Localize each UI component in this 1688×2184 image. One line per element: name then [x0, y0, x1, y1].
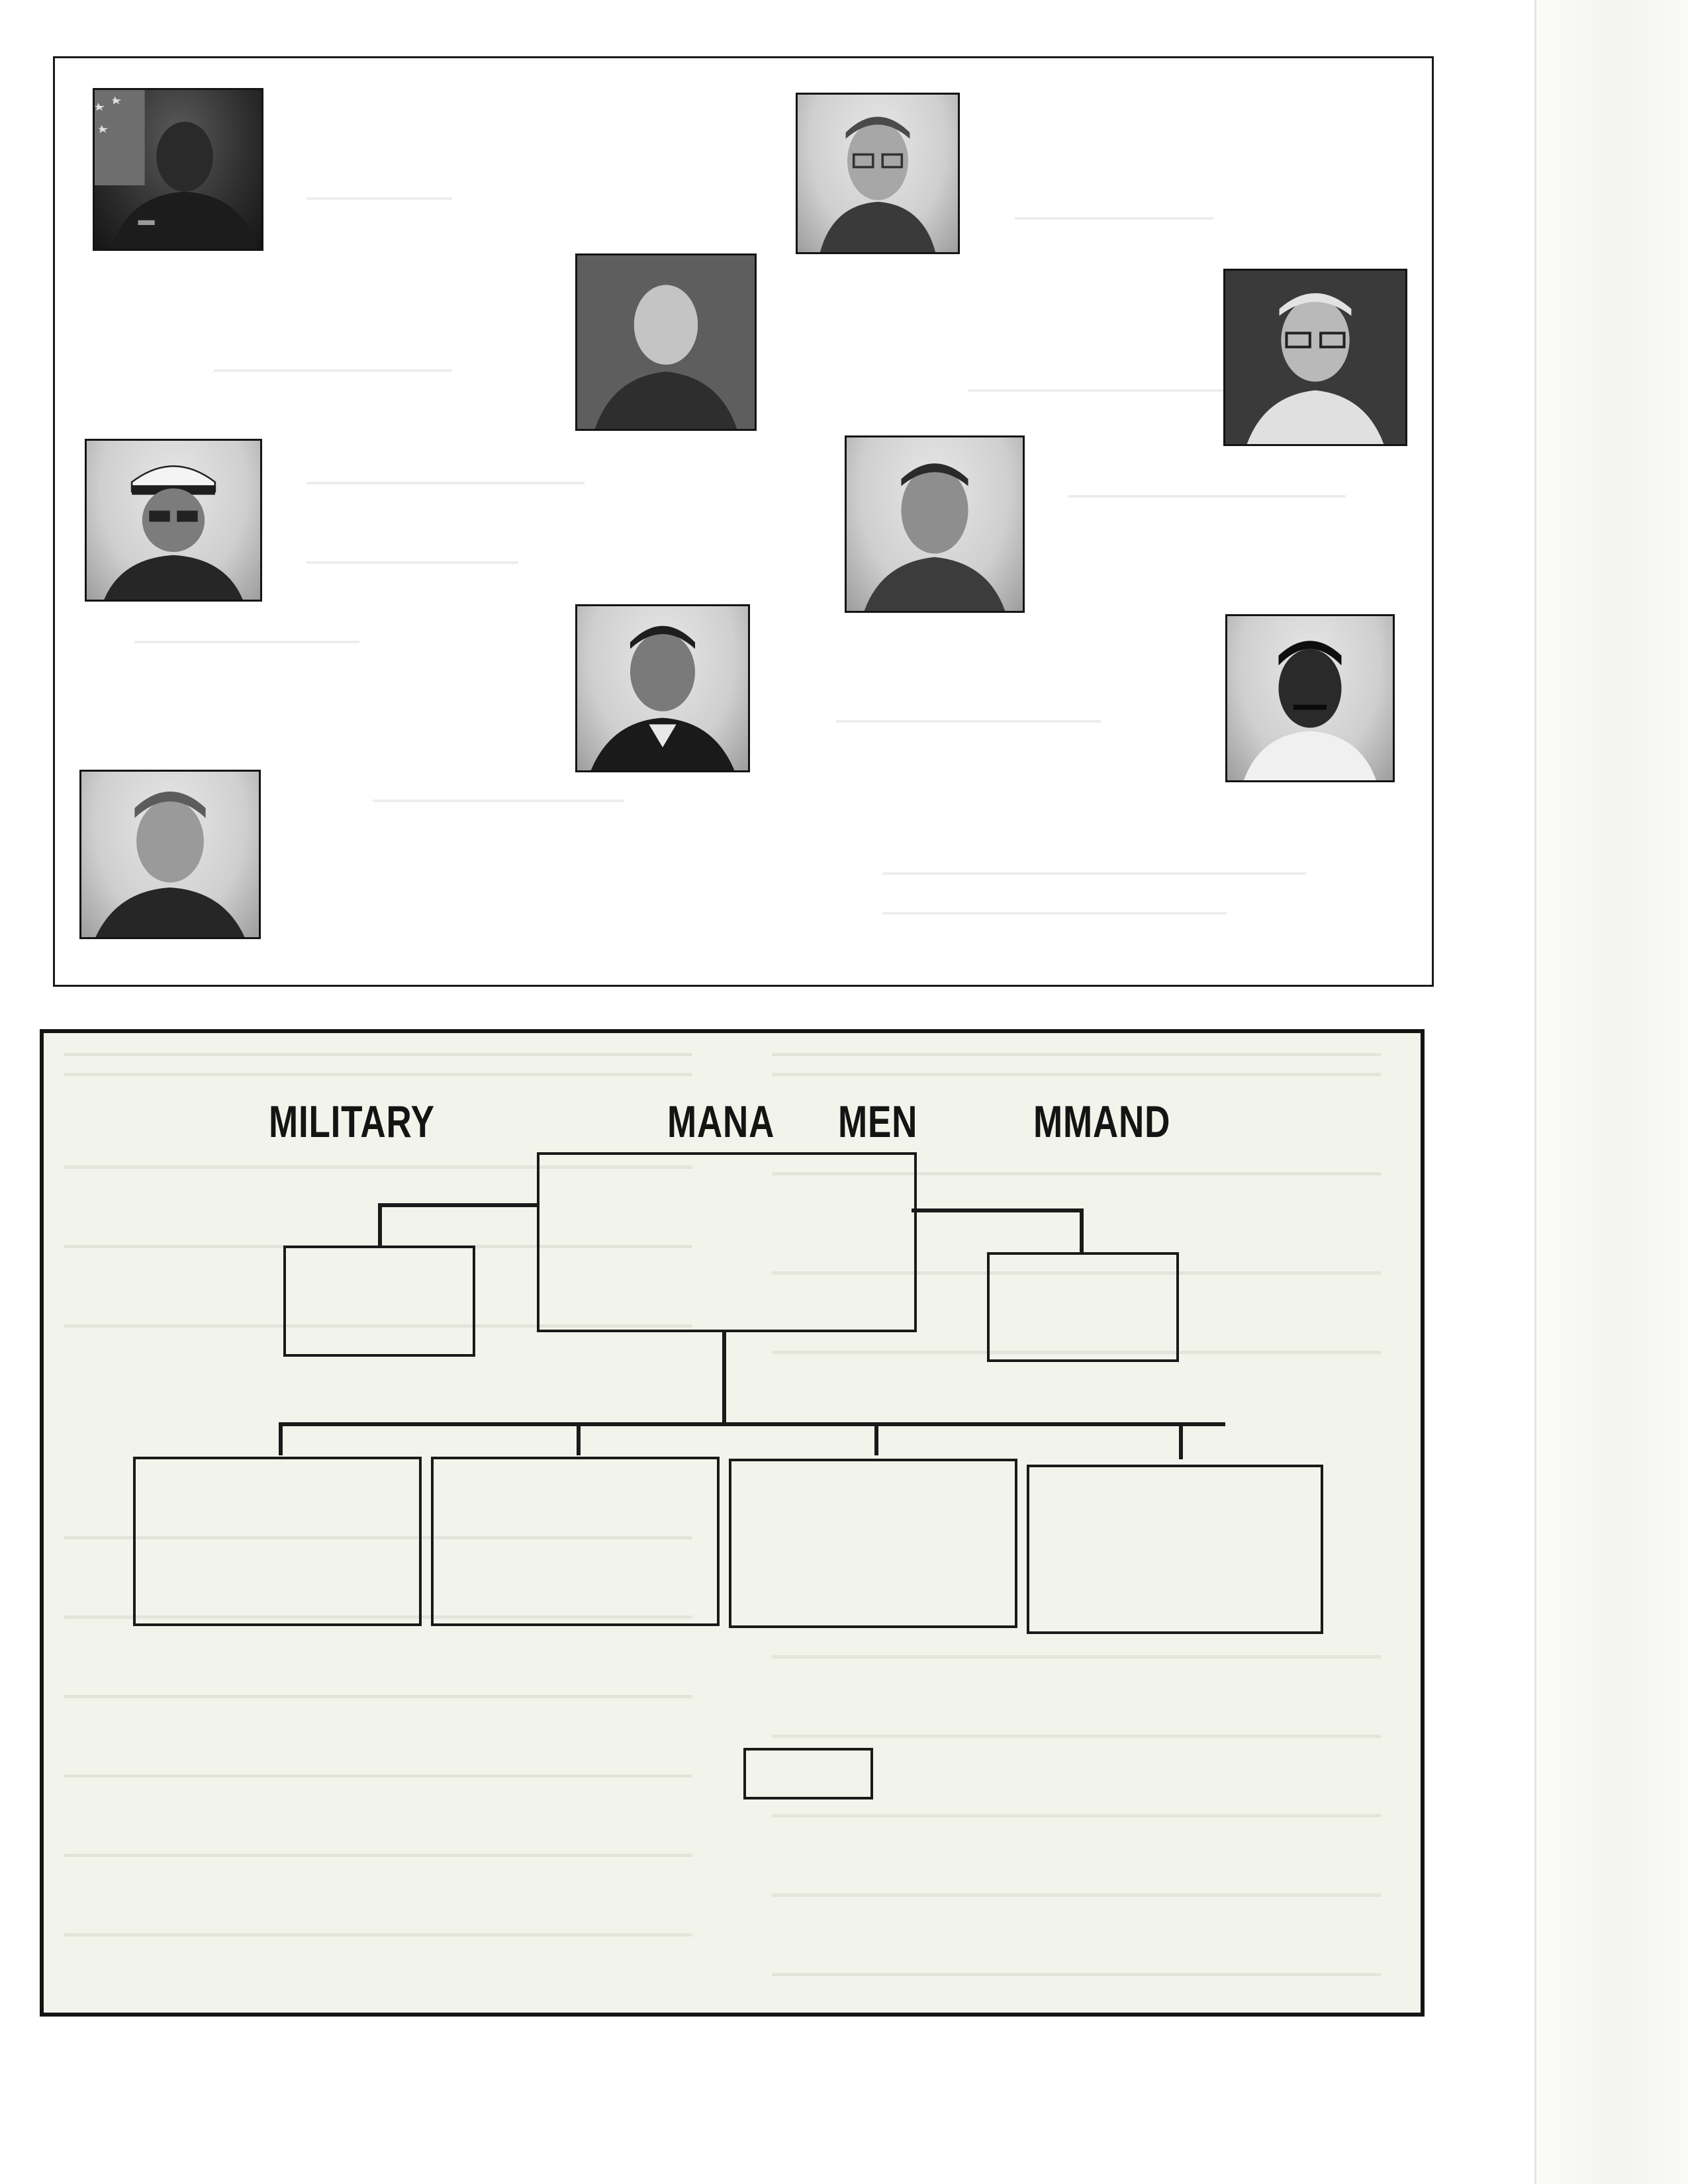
- ghost-line: [968, 389, 1246, 392]
- org-connector: [577, 1422, 581, 1455]
- ghost-line: [64, 1774, 692, 1778]
- org-box-bottom-1: [133, 1457, 422, 1626]
- ghost-line: [772, 1735, 1381, 1738]
- org-box-commander: [537, 1152, 917, 1332]
- ghost-line: [306, 561, 518, 564]
- org-connector: [378, 1203, 382, 1248]
- org-title-word-1: MILITARY: [269, 1097, 435, 1147]
- portrait-2-icon: [796, 93, 960, 254]
- ghost-line: [64, 1933, 692, 1936]
- ghost-line: [772, 1814, 1381, 1817]
- org-connector: [912, 1208, 1084, 1212]
- ghost-line: [306, 197, 452, 200]
- ghost-line: [1068, 495, 1346, 498]
- ghost-line: [772, 1973, 1381, 1976]
- portrait-panel: [53, 56, 1434, 987]
- ghost-line: [836, 720, 1101, 723]
- org-connector: [279, 1422, 1225, 1426]
- ghost-line: [772, 1655, 1381, 1659]
- page-edge: [1536, 0, 1688, 2184]
- portrait-5-icon: [85, 439, 262, 602]
- ghost-line: [134, 641, 359, 643]
- org-chart-panel: [40, 1029, 1425, 2017]
- ghost-line: [772, 1073, 1381, 1076]
- org-title-word-3: MEN: [838, 1097, 918, 1147]
- org-connector: [1179, 1422, 1183, 1459]
- ghost-line: [882, 912, 1227, 915]
- portrait-9-icon: [79, 770, 261, 939]
- ghost-line: [1015, 217, 1213, 220]
- org-box-bottom-4: [1027, 1465, 1323, 1634]
- ghost-line: [882, 872, 1306, 875]
- org-box-left-staff: [283, 1246, 475, 1357]
- portrait-6-icon: [845, 435, 1025, 613]
- org-box-right-staff: [987, 1252, 1179, 1362]
- ghost-line: [64, 1073, 692, 1076]
- org-box-bottom-3: [729, 1459, 1017, 1628]
- ghost-line: [772, 1053, 1381, 1056]
- portrait-4-icon: [1223, 269, 1407, 446]
- ghost-line: [214, 369, 452, 372]
- org-title-word-2: MANA: [667, 1097, 775, 1147]
- page-edge-line: [1534, 0, 1536, 2184]
- ghost-line: [64, 1854, 692, 1857]
- portrait-8-icon: [1225, 614, 1395, 782]
- org-box-bottom-2: [431, 1457, 720, 1626]
- ghost-line: [64, 1053, 692, 1056]
- portrait-7-icon: [575, 604, 750, 772]
- org-connector: [1080, 1208, 1084, 1255]
- org-connector: [874, 1422, 878, 1455]
- portrait-1-icon: [93, 88, 263, 251]
- org-title-word-4: MMAND: [1033, 1097, 1171, 1147]
- org-connector: [279, 1422, 283, 1455]
- portrait-3-icon: [575, 253, 757, 431]
- ghost-line: [772, 1893, 1381, 1897]
- ghost-line: [306, 482, 585, 484]
- org-connector: [722, 1330, 726, 1426]
- org-box-small: [743, 1748, 873, 1799]
- ghost-line: [64, 1695, 692, 1698]
- ghost-line: [373, 799, 624, 802]
- org-connector: [378, 1203, 539, 1207]
